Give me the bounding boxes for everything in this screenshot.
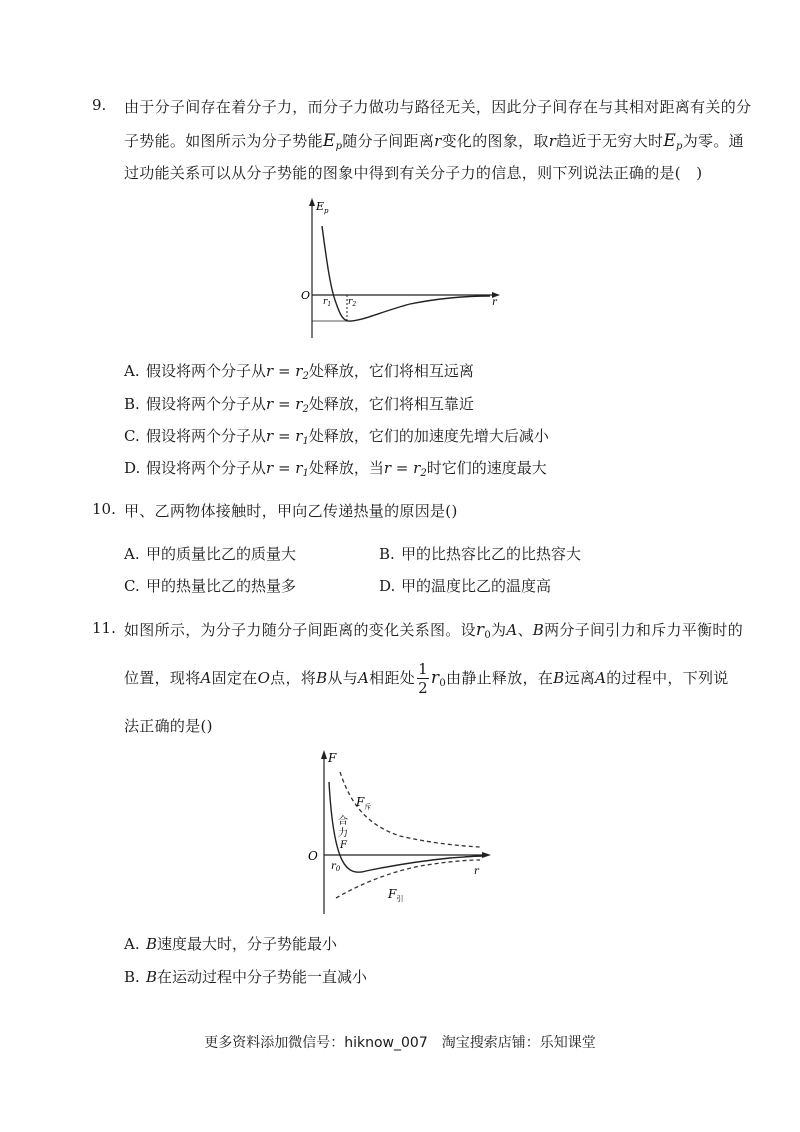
repulsion-label: $F_斥$: [356, 795, 372, 811]
origin-label: O: [308, 849, 318, 863]
net-force-label-2: 力: [338, 828, 348, 839]
r2-label: $r_2$: [348, 297, 357, 308]
y-axis-arrow: [321, 750, 327, 759]
one-half-fraction: $\frac{1}{2}$: [418, 660, 428, 697]
x-axis-arrow: [482, 852, 491, 858]
f-axis-label: F: [328, 751, 337, 765]
attraction-label: $F_引$: [388, 887, 404, 903]
question-10-number: 10.: [92, 500, 116, 518]
attraction-curve: [336, 860, 480, 898]
net-force-curve: [329, 782, 482, 872]
r-axis-label: r: [492, 297, 497, 308]
question-9-line-3: 过功能关系可以从分子势能的图象中得到有关分子力的信息，则下列说法正确的是( ): [124, 164, 703, 182]
net-force-label-1: 合: [338, 816, 348, 827]
q9-option-c[interactable]: C. 假设将两个分子从$r = r_1$处释放，它们的加速度先增大后减小: [124, 427, 549, 447]
q11-option-b[interactable]: B. B在运动过程中分子势能一直减小: [124, 968, 368, 986]
footer-promo: 更多资料添加微信号：hiknow_007 淘宝搜索店铺：乐知课堂: [204, 1035, 596, 1051]
q9-option-b[interactable]: B. 假设将两个分子从$r = r_2$处释放，它们将相互靠近: [124, 395, 474, 415]
question-11-line-2: 位置，现将A固定在O点，将B从与A相距处 $\frac{1}{2}$ $r_0$由静止释放，在B远离A的过程中，下列说: [124, 660, 729, 697]
r-axis-label: r: [474, 866, 479, 877]
question-11-number: 11.: [92, 619, 116, 637]
question-10-stem: 甲、乙两物体接触时，甲向乙传递热量的原因是(): [124, 502, 458, 520]
repulsion-curve: [340, 772, 480, 847]
r0-label: $r_0$: [331, 861, 341, 873]
potential-energy-graph: [300, 196, 510, 344]
q9-option-d[interactable]: D. 假设将两个分子从$r = r_1$处释放，当$r = r_2$时它们的速度最大: [124, 459, 547, 479]
q11-option-a[interactable]: A. B速度最大时，分子势能最小: [124, 935, 338, 953]
ep-axis-label: $E_p$: [316, 200, 329, 215]
question-9-line-1: 由于分子间存在着分子力，而分子力做功与路径无关，因此分子间存在与其相对距离有关的分: [124, 98, 752, 116]
origin-label: O: [301, 289, 311, 302]
y-axis-arrow: [309, 198, 315, 206]
q10-option-d[interactable]: D. 甲的温度比乙的温度高: [379, 577, 552, 595]
q10-option-b[interactable]: B. 甲的比热容比乙的比热容大: [379, 545, 582, 563]
q10-option-c[interactable]: C. 甲的热量比乙的热量多: [124, 577, 297, 595]
q9-option-a[interactable]: A. 假设将两个分子从$r = r_2$处释放，它们将相互远离: [124, 362, 474, 382]
q10-option-a[interactable]: A. 甲的质量比乙的质量大: [124, 545, 297, 563]
r1-label: $r_1$: [323, 297, 332, 308]
net-force-label-3: F: [340, 840, 347, 851]
question-9-number: 9.: [92, 96, 107, 114]
question-11-line-3: 法正确的是(): [124, 717, 213, 735]
molecular-force-graph: [300, 748, 500, 918]
question-9-line-2: 子势能。如图所示为分子势能$E_p$随分子间距离r变化的图象，取r趋近于无穷大时$E_p$为零。通: [124, 131, 744, 152]
question-11-line-1: 如图所示，为分子力随分子间距离的变化关系图。设$r_0$为A、B两分子间引力和斥力平衡时的: [124, 620, 744, 641]
